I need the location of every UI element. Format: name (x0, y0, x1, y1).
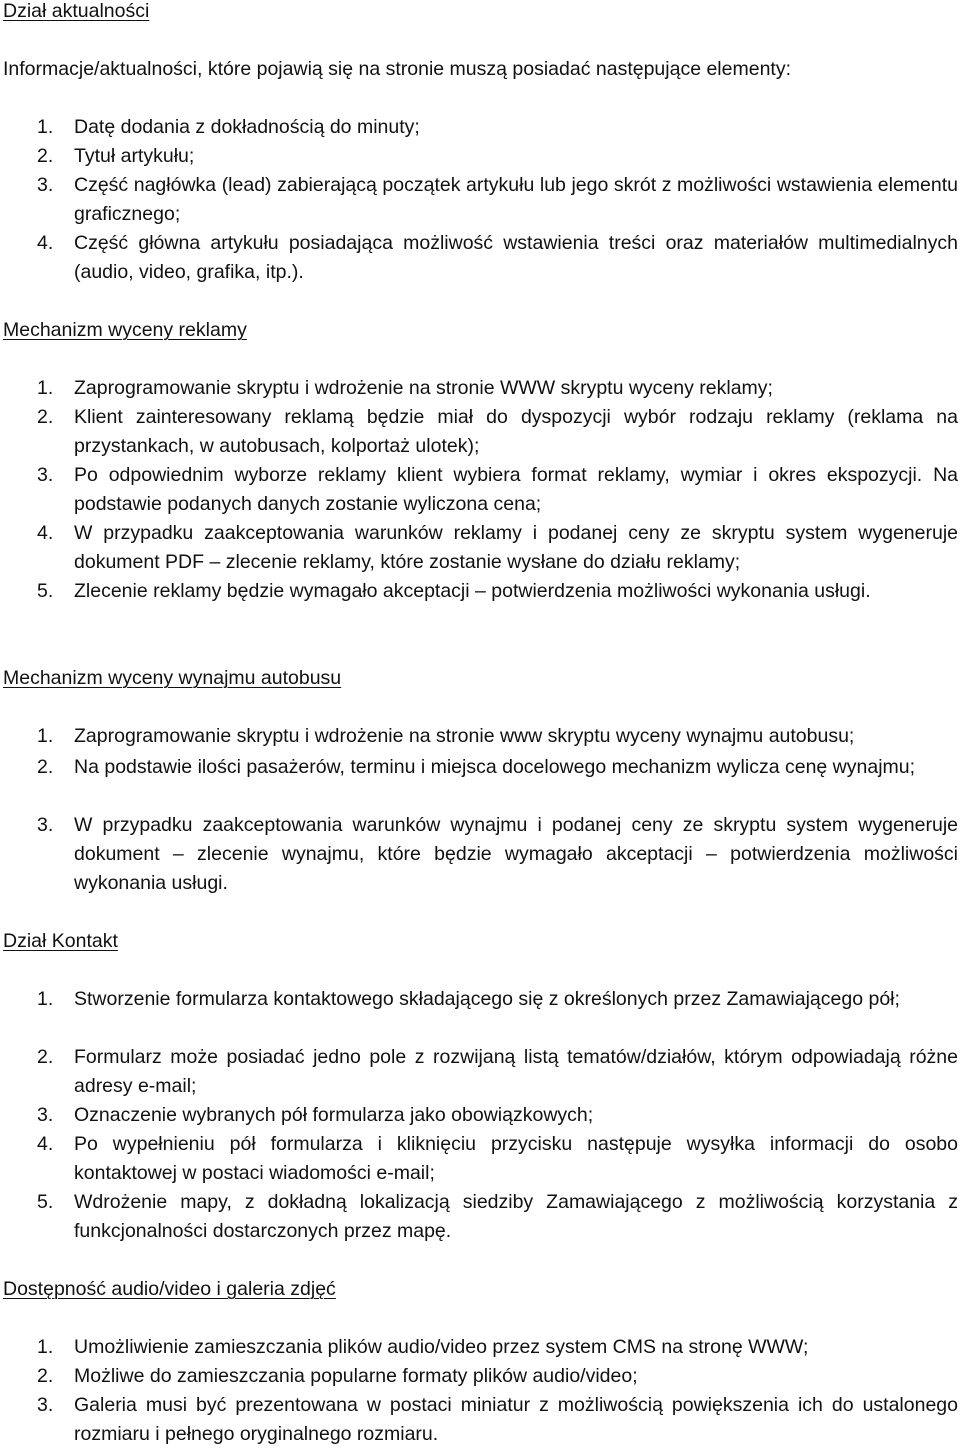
list-number: 4. (37, 232, 54, 254)
list-number: 1. (37, 725, 54, 747)
list-number: 3. (37, 814, 54, 836)
list-text: Stworzenie formularza kontaktowego składającego się z określonych przez Zamawiającego pół; (74, 988, 900, 1010)
list-text: Na podstawie ilości pasażerów, terminu i miejsca docelowego mechanizm wylicza cenę wynajmu; (74, 756, 916, 778)
list-number: 4. (37, 1133, 54, 1155)
list-text: Możliwe do zamieszczania popularne formaty plików audio/video; (74, 1365, 638, 1387)
list-text: Zaprogramowanie skryptu i wdrożenie na stronie WWW skryptu wyceny reklamy; (74, 377, 773, 399)
list-text: Umożliwienie zamieszczania plików audio/video przez system CMS na stronę WWW; (74, 1336, 809, 1358)
section-heading-news: Dział aktualności (3, 0, 150, 22)
list-number: 2. (37, 145, 54, 167)
list-number: 5. (37, 580, 54, 602)
list-number: 4. (37, 522, 54, 544)
list-number: 3. (37, 1394, 54, 1416)
list-number: 1. (37, 377, 54, 399)
list-text: W przypadku zaakceptowania warunków wynajmu i podanej ceny ze skryptu system wygeneruje dokument – zlecenie wynajmu, które będzie wymagało akceptacji – potwierdzenia możliwości wykonania usługi. (74, 814, 958, 894)
list-text: Zlecenie reklamy będzie wymagało akceptacji – potwierdzenia możliwości wykonania usługi. (74, 580, 871, 602)
list-number: 2. (37, 406, 54, 428)
list-number: 1. (37, 988, 54, 1010)
list-text: Wdrożenie mapy, z dokładną lokalizacją siedziby Zamawiającego z możliwością korzystania z funkcjonalności dostarczonych przez mapę. (74, 1191, 958, 1242)
list-number: 1. (37, 116, 54, 138)
list-text: Datę dodania z dokładnością do minuty; (74, 116, 420, 138)
list-number: 2. (37, 1046, 54, 1068)
section-heading-media-gallery: Dostępność audio/video i galeria zdjęć (3, 1278, 336, 1300)
news-intro-paragraph: Informacje/aktualności, które pojawią się na stronie muszą posiadać następujące elementy: (3, 58, 792, 80)
section-heading-ad-pricing: Mechanizm wyceny reklamy (3, 319, 247, 341)
list-text: Po odpowiednim wyborze reklamy klient wybiera format reklamy, wymiar i okres ekspozycji. Na podstawie podanych danych zostanie wyliczona cena; (74, 464, 958, 515)
list-text: Klient zainteresowany reklamą będzie miał do dyspozycji wybór rodzaju reklamy (reklama na przystankach, w autobusach, kolportaż ulotek); (74, 406, 958, 457)
list-text: Część nagłówka (lead) zabierającą początek artykułu lub jego skrót z możliwości wstawienia elementu graficznego; (74, 174, 958, 225)
list-number: 3. (37, 174, 54, 196)
list-number: 1. (37, 1336, 54, 1358)
list-text: Oznaczenie wybranych pół formularza jako obowiązkowych; (74, 1104, 594, 1126)
list-text: W przypadku zaakceptowania warunków reklamy i podanej ceny ze skryptu system wygeneruje dokument PDF – zlecenie reklamy, które zostanie wysłane do działu reklamy; (74, 522, 958, 573)
list-text: Formularz może posiadać jedno pole z rozwijaną listą tematów/działów, którym odpowiadają różne adresy e-mail; (74, 1046, 958, 1097)
list-text: Część główna artykułu posiadająca możliwość wstawienia treści oraz materiałów multimedialnych (audio, video, grafika, itp.). (74, 232, 958, 283)
list-number: 5. (37, 1191, 54, 1213)
list-number: 2. (37, 1365, 54, 1387)
list-text: Zaprogramowanie skryptu i wdrożenie na stronie www skryptu wyceny wynajmu autobusu; (74, 725, 855, 747)
list-number: 3. (37, 464, 54, 486)
list-text: Tytuł artykułu; (74, 145, 195, 167)
list-number: 2. (37, 756, 54, 778)
list-text: Po wypełnieniu pół formularza i kliknięciu przycisku następuje wysyłka informacji do osobo kontaktowej w postaci wiadomości e-mail; (74, 1133, 958, 1184)
list-text: Galeria musi być prezentowana w postaci miniatur z możliwością powiększenia ich do ustalonego rozmiaru i pełnego oryginalnego rozmiaru. (74, 1394, 958, 1445)
section-heading-contact: Dział Kontakt (3, 930, 118, 952)
list-number: 3. (37, 1104, 54, 1126)
section-heading-bus-rental-pricing: Mechanizm wyceny wynajmu autobusu (3, 667, 342, 689)
